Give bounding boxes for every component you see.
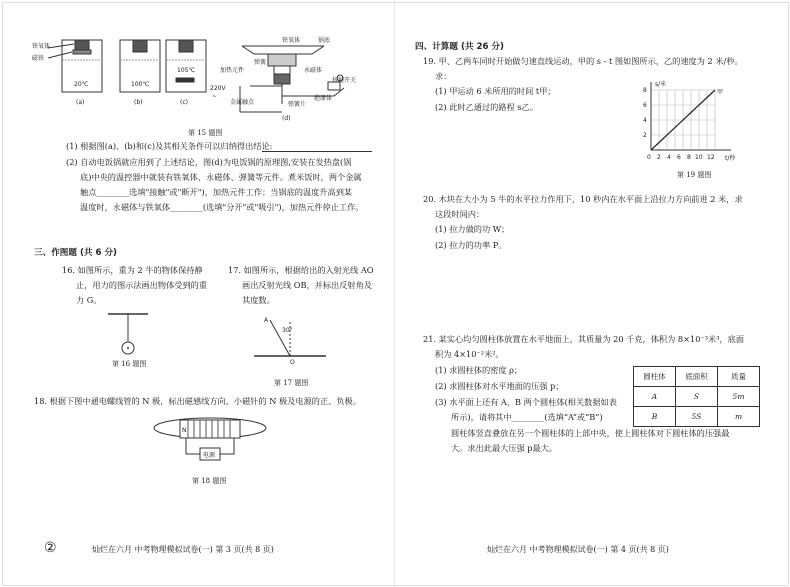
table-header: 圆柱体 (634, 367, 676, 387)
temp-b: 100℃ (131, 81, 150, 88)
q21-line-3: (1) 求圆柱体的密度 ρ； (435, 365, 523, 375)
q21-line-4: (2) 求圆柱体对水平地面的压强 p； (435, 381, 564, 391)
beaker-c (166, 40, 206, 92)
q15-line-5: 温度时，永磁体与铁氧体________(选填"分开"或"吸引")，加热元件停止工作。 (80, 202, 364, 212)
tag-c: (c) (180, 99, 188, 106)
section-4-heading: 四、计算题 (共 26 分) (415, 42, 504, 52)
label-heater: 加热元件 (220, 67, 245, 74)
q19-line-1: 19. 甲、乙两车同时开始做匀速直线运动，甲的 s - t 图如图所示，乙的速度为 2 米/秒。 (423, 56, 743, 66)
q18-text: 18. 根据下图中通电螺线管的 N 极，标出磁感线方向、小磁针的 N 极及电源的正、负极。 (34, 396, 361, 406)
q19-line-3: (1) 甲运动 6 米所用的时间 t甲； (435, 86, 556, 96)
x-tick-6: 6 (677, 154, 681, 161)
label-magnet: 磁铁 (32, 55, 45, 62)
page-number-badge: ② (44, 540, 57, 556)
figure-18 (150, 414, 270, 466)
y-tick-8: 8 (643, 87, 647, 94)
q21-line-8: 大。求出此最大压强 p最大。 (451, 443, 558, 453)
fig19-caption: 第 19 题图 (677, 171, 712, 179)
x-tick-12: 12 (707, 154, 715, 161)
fig17-caption: 第 17 题图 (274, 379, 309, 387)
figure-17 (246, 312, 332, 366)
q20-line-2: 这段时间内： (435, 209, 485, 219)
section-3-heading: 三、作图题 (共 6 分) (34, 248, 117, 258)
x-tick-8: 8 (687, 154, 691, 161)
fig15-caption: 第 15 题图 (188, 129, 223, 137)
label-pot: 锅底 (318, 37, 331, 44)
label-220v: 220V (210, 85, 226, 92)
q21-line-1: 21. 某实心均匀圆柱体放置在水平地面上，其质量为 20 千克，体积为 8×10⁻³米³，底面 (423, 334, 745, 344)
q15-line-2: (2) 自动电饭锅就应用到了上述结论，图(d)为电饭锅的原理图,安装在发热盘(锅 (66, 157, 352, 167)
table-cell: A (634, 387, 676, 407)
right-footer: 灿烂在六月 中考物理模拟试卷(一) 第 4 页(共 8 页) (487, 545, 669, 554)
q17-line-2: 画出反射光线 OB，并标出反射角及 (242, 280, 372, 290)
x-tick-10: 10 (695, 154, 703, 161)
q21-line-5: (3) 水平面上还有 A、B 两个圆柱体(相关数据如表 (435, 397, 617, 407)
label-magnet2: 永磁体 (304, 67, 323, 74)
table-row (634, 407, 760, 427)
q17-line-1: 17. 如图所示，根据给出的入射光线 AO (228, 265, 374, 275)
temp-c: 105℃ (177, 67, 196, 74)
label-insulator: 绝缘体 (314, 95, 333, 102)
fig18-caption: 第 18 题图 (192, 477, 227, 485)
label-tilde: ~ (212, 93, 218, 100)
q15-line-1: (1) 根据图(a)、(b)和(c)及其相关条件可以归纳得出结论: (66, 141, 273, 151)
table-header: 质量 (718, 367, 760, 387)
left-footer: 灿烂在六月 中考物理模拟试卷(一) 第 3 页(共 8 页) (92, 545, 274, 554)
q16-line-2: 止，用力的图示法画出物体受到的重 (76, 280, 208, 290)
tag-d: (d) (282, 115, 291, 122)
temp-a: 20℃ (74, 81, 89, 88)
label-switch: 按键开关 (332, 77, 357, 84)
tag-b: (b) (134, 99, 143, 106)
label-iron2: 铁氧体 (282, 37, 301, 44)
table-cell: S (676, 387, 718, 407)
figure-16 (104, 312, 154, 356)
fig16-caption: 第 16 题图 (112, 360, 147, 368)
table-cell: 5m (718, 387, 760, 407)
label-o: O (290, 359, 295, 366)
y-tick-6: 6 (643, 102, 647, 109)
x-tick-4: 4 (667, 154, 671, 161)
table-header-row (634, 367, 760, 387)
q20-line-4: (2) 拉力的功率 P。 (435, 240, 507, 250)
q20-line-3: (1) 拉力做的功 W； (435, 224, 510, 234)
x-tick-0: 0 (647, 154, 651, 161)
figure-15 (28, 34, 368, 126)
figure-19-graph (635, 80, 753, 164)
q21-line-6: 所示)，请将其中________(选填“A”或“B”) (451, 412, 603, 422)
x-tick-2: 2 (657, 154, 661, 161)
label-spring: 弹簧 (254, 59, 267, 66)
q15-blank[interactable] (262, 151, 372, 152)
y-tick-4: 4 (643, 117, 647, 124)
graph-ylabel: s/米 (655, 81, 667, 88)
graph-line-label: 甲 (717, 89, 724, 96)
y-tick-2: 2 (643, 132, 647, 139)
label-n: N (182, 427, 187, 434)
q16-line-1: 16. 如图所示，重为 2 牛的物体保持静 (62, 265, 203, 275)
q19-line-2: 求： (435, 71, 452, 81)
label-a: A (264, 317, 269, 324)
label-angle: 30° (282, 327, 293, 334)
table-cell: m (718, 407, 760, 427)
q15-line-3: 底)中央的温控器中就装有铁氧体、永磁体、弹簧等元件。煮米饭时，两个金属 (80, 172, 362, 182)
q15-line-4: 触点________选填"接触"或"断开")，加热元件工作；当锅底的温度升高到某 (80, 187, 353, 197)
graph-xlabel: t/秒 (725, 155, 736, 162)
q21-line-2: 积为 4×10⁻²米²。 (435, 349, 504, 359)
q19-line-4: (2) 此时乙通过的路程 s乙。 (435, 102, 538, 112)
label-source: 电源 (203, 452, 216, 459)
label-iron: 铁氧体 (32, 43, 51, 50)
table-header: 底面积 (676, 367, 718, 387)
q16-line-3: 力 G。 (76, 295, 102, 305)
q21-line-7: 圆柱体竖直叠放在另一个圆柱体的上部中央，使上圆柱体对下圆柱体的压强最 (451, 428, 730, 438)
table-cell: 5S (676, 407, 718, 427)
cylinder-table (633, 366, 760, 427)
tag-a: (a) (76, 99, 85, 106)
right-page (395, 0, 790, 587)
table-row (634, 387, 760, 407)
label-contact: 金属触点 (230, 99, 255, 106)
q17-line-3: 其度数。 (242, 295, 275, 305)
table-cell: B (634, 407, 676, 427)
label-spring2: 弹簧片 (288, 101, 307, 108)
q20-line-1: 20. 木块在大小为 5 牛的水平拉力作用下，10 秒内在水平面上沿拉力方向前进 2 米，求 (423, 194, 743, 204)
